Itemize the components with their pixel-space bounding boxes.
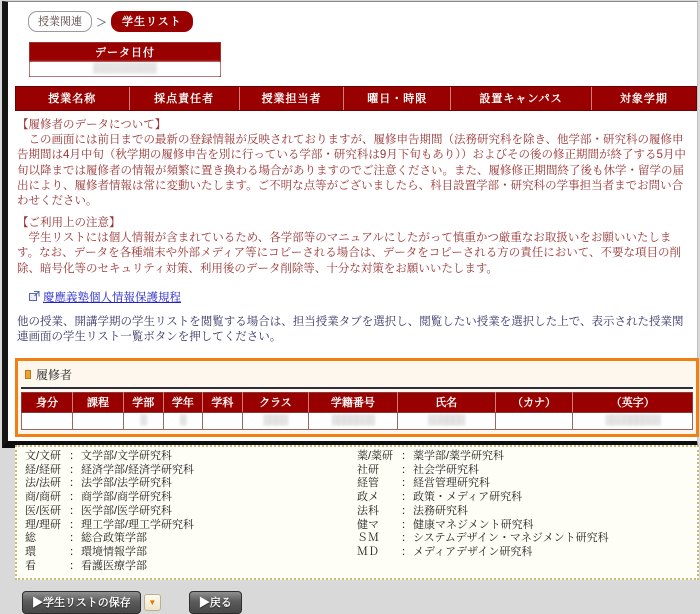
legend-colon: ： [401,491,412,504]
roster-column-header: 氏名 [397,392,495,412]
legend-colon: ： [69,477,80,490]
roster-cell: ▒▒▒▒▒▒▒ [309,412,398,429]
legend-name: 経済学部/経済学研究科 [81,463,195,476]
legend-colon: ： [69,491,80,504]
roster-table [21,392,693,430]
legend-item [357,491,689,505]
legend-item [357,532,689,546]
legend-abbr: 経管 [357,477,379,490]
usage-note [17,216,689,277]
legend-abbr: ＳＭ [357,532,379,545]
roster-column-header: （英字） [573,392,693,412]
roster-data-note [17,118,689,209]
legend-name: メディアデザイン研究科 [413,546,533,559]
legend-abbr: 健マ [357,518,379,531]
legend-name: 社会学研究科 [413,463,479,476]
legend-colon: ： [401,504,412,517]
roster-column-header: 学科 [203,392,243,412]
course-table-header: 設置キャンパス [451,87,592,110]
roster-cell: ▒ [163,412,203,429]
legend-item [357,450,689,464]
legend-colon: ： [401,546,412,559]
legend-colon: ： [401,449,412,462]
roster-data-note-body: この画面には前日までの最新の登録情報が反映されておりますが、履修申告期間（法務研究科を除き、他学部・研究科の履修申告期間は4月中旬（秋学期の履修申告を別に行っている学部・研究科は9月下旬もあり））およびその後の修正期間が終了する5月中旬以降までは履修者の情報が頻繁に置き換わる場合がありますのでご注意ください。また、履修修正期間終了後も休学・留学の届出により、履修者情報は常に変動いたします。ご不明な点等がございましたら、科目設置学部・研究科の学事担当者までお問い合わせください。 [17,134,686,207]
legend-abbr: 社研 [357,463,379,476]
legend-item [357,546,689,560]
legend-abbr: 薬/薬研 [357,449,394,462]
external-link-icon [29,291,40,302]
data-date-value: ▒▒▒▒▒▒▒▒▒ [30,62,220,76]
legend-right-column [357,450,689,574]
roster-header-row [22,392,693,412]
roster-cell [495,412,573,429]
legend-item [357,464,689,478]
course-table-header: 対象学期 [619,93,668,105]
legend-abbr: 医/医研 [25,504,62,517]
page-frame [2,1,698,609]
roster-cell: ▒ [123,412,163,429]
course-table-header: 授業名称 [16,87,130,110]
legend-colon: ： [69,449,80,462]
legend-item [25,450,357,464]
legend-item [357,505,689,519]
legend-colon: ： [401,518,412,531]
legend-colon: ： [401,463,412,476]
breadcrumb-parent-button[interactable]: 授業関連 [28,11,92,32]
footer-toolbar [22,591,691,614]
bullet-icon [25,370,31,379]
legend-name: 健康マネジメント研究科 [413,518,534,531]
legend-colon: ： [401,477,412,490]
roster-cell: ▒▒▒▒▒▒▒▒▒ [573,412,693,429]
roster-cell: ▒▒▒▒ [242,412,308,429]
legend-item [25,477,357,491]
legend-name: 環境情報学部 [81,546,147,559]
legend-colon: ： [69,463,80,476]
roster-data-note-title: 【履修者のデータについて】 [17,119,167,131]
legend-item [357,519,689,533]
roster-column-header: クラス [242,392,308,412]
roster-column-header: 学籍番号 [309,392,398,412]
privacy-policy-link[interactable]: 慶應義塾個人情報保護規程 [43,291,181,304]
roster-divider [21,387,693,389]
roster-highlight-box [15,358,699,437]
legend-colon: ： [401,532,412,545]
roster-column-header: 学年 [163,392,203,412]
legend-item [25,560,357,574]
legend-left-column [25,450,357,574]
legend-colon: ： [69,532,80,545]
privacy-link-row [29,289,691,305]
legend-item [25,532,357,546]
usage-note-title: 【ご利用上の注意】 [17,217,121,230]
course-info-header-row [15,86,697,111]
legend-abbr: 法科 [357,504,379,517]
course-table-header: 採点責任者 [130,87,240,110]
legend-name: 商学部/商学研究科 [81,491,173,504]
legend-abbr: 商/商研 [25,491,62,504]
legend-abbr: 理/理研 [25,518,62,531]
roster-cell [203,412,243,429]
legend-abbr: 経/経研 [25,463,62,476]
legend-item [25,505,357,519]
legend-name: 経営管理研究科 [413,477,490,490]
legend-item [25,546,357,560]
legend-item [357,477,689,491]
breadcrumb [28,11,691,32]
legend-name: 医学部/医学研究科 [81,504,173,517]
legend-name: 法学部/法学研究科 [81,477,173,490]
legend-item [25,519,357,533]
legend-abbr: 法/法研 [25,477,62,490]
legend-name: 政策・メディア研究科 [413,491,523,504]
legend-name: 理工学部/理工学研究科 [81,518,195,531]
roster-section-label: 履修者 [36,367,73,382]
data-date-header: データ日付 [30,43,220,62]
caret-down-icon: ▼ [148,597,157,607]
breadcrumb-current-badge: 学生リスト [111,11,193,32]
other-classes-note: 他の授業、開講学期の学生リストを閲覧する場合は、担当授業タブを選択し、閲覧したい授業を選択した上で、表示された授業関連画面の学生リスト一覧ボタンを押してください。 [17,315,684,344]
legend-abbr: 総 [25,532,36,545]
roster-column-header: 身分 [22,392,73,412]
legend-item [25,464,357,478]
legend-name: 看護医療学部 [81,559,147,572]
legend-name: 薬学部/薬学研究科 [413,449,505,462]
roster-column-header: （カナ） [495,392,573,412]
roster-label-row [21,364,693,386]
legend-colon: ： [69,546,80,559]
legend-name: 法務研究科 [413,504,468,517]
legend-name: 総合政策学部 [81,532,147,545]
roster-cell [72,412,123,429]
legend-abbr: 看 [25,559,36,572]
legend-item [25,491,357,505]
roster-column-header: 学部 [123,392,163,412]
faculty-legend [15,445,699,580]
course-table-header: 曜日・時限 [344,87,451,110]
table-row[interactable] [22,412,693,429]
legend-abbr: 文/文研 [25,449,62,462]
save-student-list-button[interactable]: ▶学生リストの保存 [22,591,141,614]
back-button[interactable]: ▶戻る [189,591,242,614]
legend-abbr: 政メ [357,491,379,504]
data-date-table [29,42,221,77]
legend-colon: ： [69,518,80,531]
legend-abbr: ＭＤ [357,546,379,559]
legend-name: 文学部/文学研究科 [81,449,173,462]
save-options-dropdown-button[interactable] [144,594,161,611]
roster-cell [22,412,73,429]
legend-abbr: 環 [25,546,36,559]
course-table-header: 授業担当者 [240,87,345,110]
roster-column-header: 課程 [72,392,123,412]
legend-name: システムデザイン・マネジメント研究科 [413,532,609,545]
usage-note-body: 学生リストには個人情報が含まれているため、各学部等のマニュアルにしたがって慎重かつ厳重なお取扱いをお願いいたします。なお、データを各種端末や外部メディア等にコピーされる場合は、データをコピーされる方の責任において、不要な項目の削除、暗号化等のセキュリティ対策、利用後のデータ削除等、十分な対策をお願いいたします。 [17,232,682,275]
breadcrumb-separator-icon: ＞ [96,16,107,29]
legend-colon: ： [69,504,80,517]
legend-colon: ： [69,559,80,572]
roster-cell: ▒▒▒▒▒▒ [397,412,495,429]
